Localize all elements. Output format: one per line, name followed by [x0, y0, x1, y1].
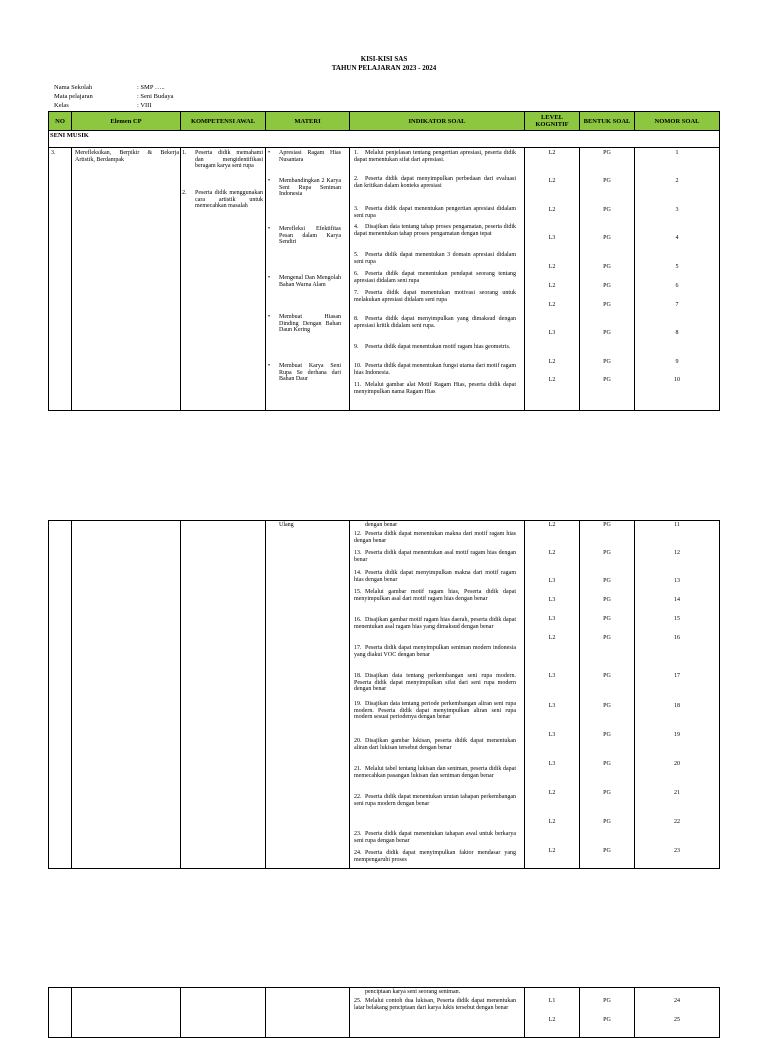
grid-table-page-1	[48, 111, 720, 411]
materi-text: Membuat Hiasan Dinding Dengan Bahan Daun Kering	[279, 314, 341, 334]
materi-text: Apresiasi Ragam Hias Nusantara	[279, 150, 341, 163]
cell-elemen	[72, 988, 181, 1038]
indicator-item: 23. Peserta didik dapat menentukan tahapan awal untuk berkarya seni rupa dengan benar	[354, 831, 516, 844]
indicator-item: 1. Melalui penjelasan tentang pengertian apresiasi, peserta didik dapat menentukan sifat dari apresiasi.	[354, 150, 516, 163]
indicator-item: 15. Melalui gambar motif ragam hias, Peserta didik dapat menyimpulkan asal dari motif ragam hias dengan benar	[354, 589, 516, 602]
bullet-icon: •	[268, 363, 271, 369]
table-row	[49, 148, 720, 411]
header-materi: MATERI	[266, 112, 350, 131]
indicator-item: 9. Peserta didik dapat menentukan motif ragam hias geometris.	[354, 344, 511, 350]
cell-bentuk: PG PG PG PG PG PG PG PG PG PG PG PG PG	[580, 521, 635, 869]
table-header-row	[49, 112, 720, 131]
kompetensi-num: 2.	[182, 190, 187, 196]
meta-value: : VIII	[137, 102, 152, 109]
cell-kompetensi	[181, 148, 266, 411]
table-row	[49, 988, 720, 1038]
bullet-icon: •	[268, 275, 271, 281]
indicator-item: 21. Melalui tabel tentang lukisan dan seniman, peserta didik dapat memecahkan pasangan lukisan dan seniman dengan benar	[354, 766, 516, 779]
bullet-icon: •	[268, 178, 271, 184]
kompetensi-num: 1.	[182, 150, 187, 156]
bullet-icon: •	[268, 314, 271, 320]
indicator-item: dengan benar	[365, 522, 398, 528]
cell-level: L2 L2 L3 L3 L3 L2 L3 L3 L3 L3 L2 L2 L2	[525, 521, 580, 869]
cell-level: L1 L2	[525, 988, 580, 1038]
materi-text: Merefleksi Efektifitas Pesan dalam Karya Sendiri	[279, 226, 341, 246]
indicator-item: 3. Peserta didik dapat menentukan pengertian apresiasi didalam seni rupa	[354, 206, 516, 219]
indicator-item: 11. Melalui gambar alat Motif Ragam Hias, peserta didik dapat menyimpulkan nama Ragam Hias	[354, 382, 516, 395]
grid-table-page-2	[48, 520, 720, 869]
cell-level: L2 L2 L2 L3 L2 L2 L2 L3 L2 L2	[525, 148, 580, 411]
cell-materi	[266, 148, 350, 411]
cell-indikator	[350, 988, 525, 1038]
materi-text: Membandingkan 2 Karya Seni Rupa Seniman Indonesia	[279, 178, 341, 198]
indicator-item: penciptaan karya seni seorang seniman.	[365, 989, 461, 995]
indicator-item: 10. Peserta didik dapat menentukan fungsi utama dari motif ragam hias Indonesia.	[354, 363, 516, 376]
bullet-icon: •	[268, 150, 271, 156]
document-title: KISI-KISI SAS	[360, 55, 408, 63]
indicator-item: 12. Peserta didik dapat menentukan makna dari motif ragam hias dengan benar	[354, 531, 516, 544]
indicator-item: 24. Peserta didik dapat menyimpulkan faktor mendasar yang mempengaruhi proses	[354, 850, 516, 863]
meta-label: Kelas	[54, 102, 69, 109]
indicator-item: 13. Peserta didik dapat menentukan asal motif ragam hias dengan benar	[354, 550, 516, 563]
meta-label: Nama Sekolah	[54, 84, 93, 91]
indicator-item: 18. Disajikan data tentang perkembangan seni rupa modern. Peserta didik dapat menyimpulkan sifat dari seni rupa modern dengan benar	[354, 673, 516, 693]
indicator-item: 8. Peserta didik dapat menyimpulkan yang dimaksud dengan apresiasi kritik didalam seni rupa.	[354, 316, 516, 329]
table-row	[49, 521, 720, 869]
indicator-item: 4. Disajikan data tentang tahap proses pengamatan, peserta didik dapat menentukan tahap proses pengamatan dengan tepat	[354, 224, 516, 237]
indicator-item: 25. Melalui contoh dua lukisan, Peserta didik dapat menentukan latar belakang penciptaan dari karya lukis tersebut dengan benar	[354, 998, 516, 1011]
header-no: NO	[49, 112, 72, 131]
meta-label: Mata pelajaran	[54, 93, 93, 100]
document-subtitle: TAHUN PELAJARAN 2023 - 2024	[331, 64, 437, 72]
indicator-item: 17. Peserta didik dapat menyimpulkan seniman modern indonesia yang diakui VOC dengan benar	[354, 645, 516, 658]
meta-subject	[54, 93, 173, 101]
grid-table-page-3	[48, 987, 720, 1038]
cell-nomor: 24 25	[635, 988, 720, 1038]
header-nomor: NOMOR SOAL	[635, 112, 720, 131]
cell-no	[49, 521, 72, 869]
indicator-item: 19. Disajikan data tentang periode perkembangan aliran seni rupa modern. Peserta didik dapat menyimpulkan aliran seni rupa modern sesuai periodenya dengan benar	[354, 701, 516, 721]
cell-elemen	[72, 521, 181, 869]
indicator-item: 5. Peserta didik dapat menentukan 3 domain apresiasi didalam seni rupa	[354, 252, 516, 265]
meta-school	[54, 84, 165, 92]
cell-no	[49, 148, 72, 411]
indicator-item: 7. Peserta didik dapat menentukan motivasi seorang untuk melakukan apresiasi didalam seni rupa	[354, 290, 516, 303]
header-bentuk: BENTUK SOAL	[580, 112, 635, 131]
kompetensi-text: Peserta didik memahami dan mengidentifikasi beragam karya seni rupa	[195, 150, 263, 170]
cell-kompetensi	[181, 521, 266, 869]
header-level: LEVEL KOGNITIF	[525, 112, 580, 131]
cell-indikator	[350, 521, 525, 869]
cell-materi	[266, 521, 350, 869]
kompetensi-text: Peserta didik menggunakan cara artistik untuk memecahkan masalah	[195, 190, 263, 210]
indicator-item: 6. Peserta didik dapat menentukan pendapat seorang tentang apresiasi didalam seni rupa	[354, 271, 516, 284]
meta-value: : Seni Budaya	[137, 93, 174, 100]
section-label: SENI MUSIK	[49, 131, 720, 148]
materi-text: Mengenal Dan Mengolah Bahan Warna Alam	[279, 275, 341, 288]
cell-nomor: 1 2 3 4 5 6 7 8 9 10	[635, 148, 720, 411]
indicator-item: 22. Peserta didik dapat menentukan urutan tahapan perkembangan seni rupa modern dengan benar	[354, 794, 516, 807]
cell-nomor: 11 12 13 14 15 16 17 18 19 20 21 22 23	[635, 521, 720, 869]
cell-bentuk: PG PG PG PG PG PG PG PG PG PG	[580, 148, 635, 411]
materi-text: Ulang	[279, 522, 294, 528]
row-number: 3.	[51, 150, 56, 156]
materi-text: Membuat Karya Seni Rupa Se derhana dari Bahan Daur	[279, 363, 341, 383]
cell-materi	[266, 988, 350, 1038]
cell-indikator	[350, 148, 525, 411]
indicator-item: 14. Peserta didik dapat menyimpulkan makna dari motif ragam hias dengan benar	[354, 570, 516, 583]
indicator-item: 16. Disajikan gambar motif ragam hias daerah, peserta didik dapat menentukan asal ragam hias yang dimaksud dengan benar	[354, 617, 516, 630]
cell-no	[49, 988, 72, 1038]
bullet-icon: •	[268, 226, 271, 232]
header-elemen: Elemen CP	[72, 112, 181, 131]
cell-kompetensi	[181, 988, 266, 1038]
meta-class	[54, 102, 152, 110]
meta-value: : SMP …..	[137, 84, 165, 91]
header-kompetensi: KOMPETENSI AWAL	[181, 112, 266, 131]
elemen-text: Merefleksikan, Berpikir & Bekerja Artistik, Berdampak	[75, 150, 179, 163]
cell-bentuk: PG PG	[580, 988, 635, 1038]
indicator-item: 20. Disajikan gambar lukisan, peserta didik dapat menentukan aliran dari lukisan tersebut dengan benar	[354, 738, 516, 751]
indicator-item: 2. Peserta didik dapat menyimpulkan perbedaan dari evaluasi dan kritikan dalam konteks apresiasi	[354, 176, 516, 189]
header-indikator: INDIKATOR SOAL	[350, 112, 525, 131]
cell-elemen	[72, 148, 181, 411]
